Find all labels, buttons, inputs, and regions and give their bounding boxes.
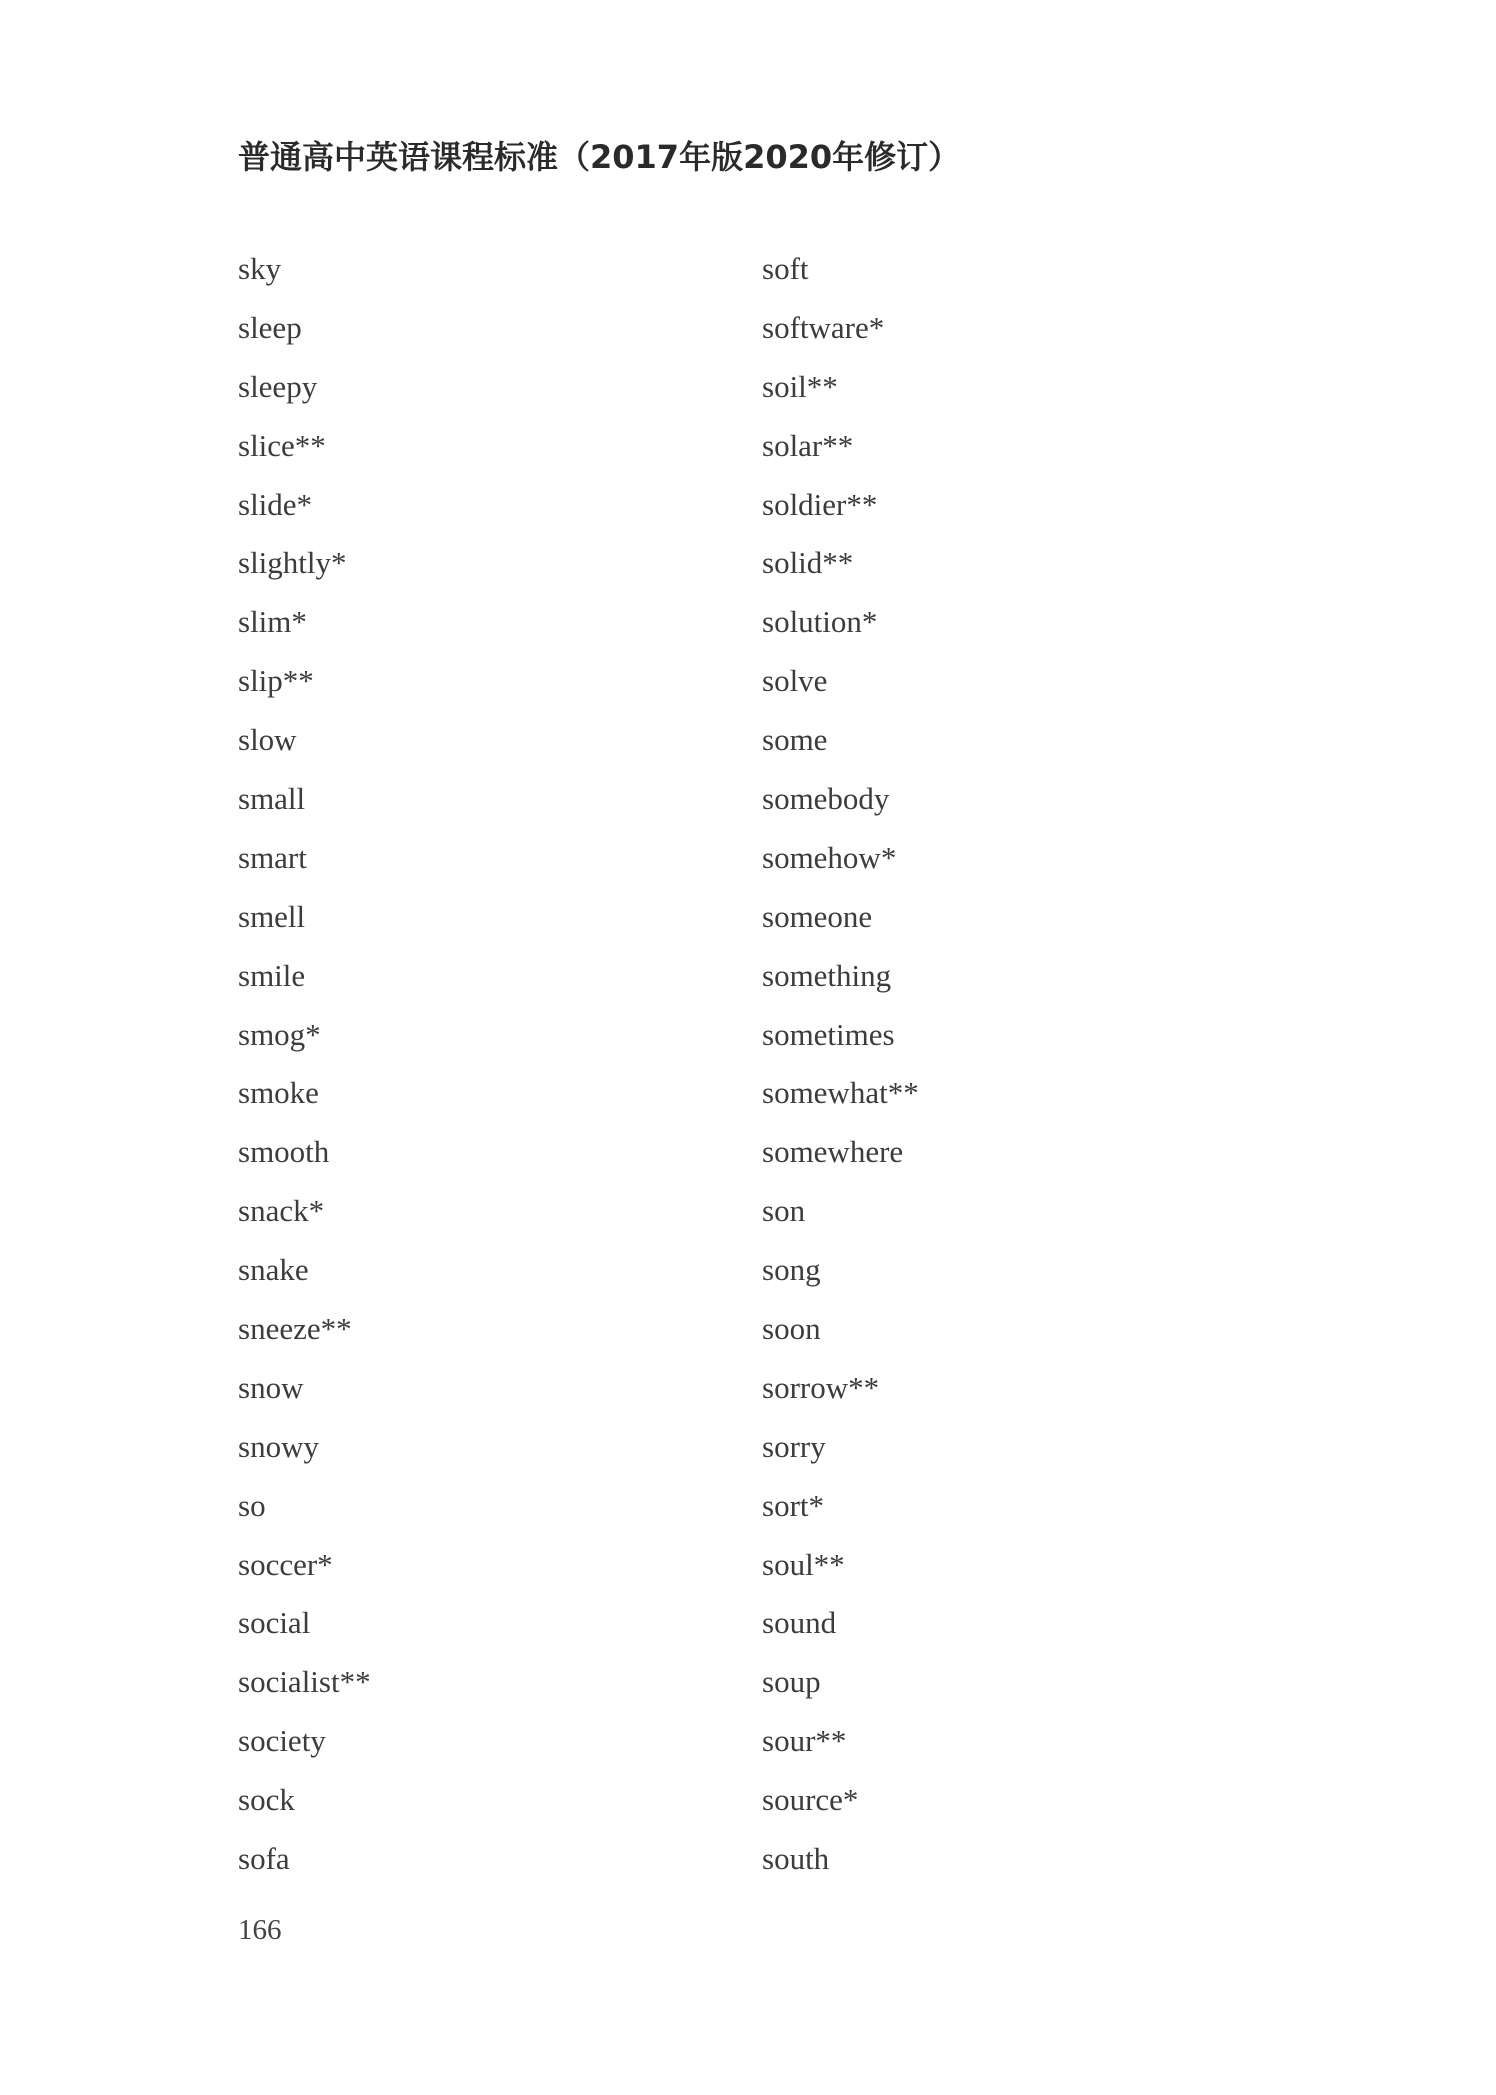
- word-entry: sort*: [762, 1487, 824, 1523]
- word-entry: somewhere: [762, 1134, 904, 1170]
- word-list-left-column: [238, 246, 371, 1895]
- word-entry: somewhat**: [762, 1075, 919, 1111]
- word-entry: solar**: [762, 427, 854, 463]
- word-entry: sorry: [762, 1428, 826, 1464]
- word-entry: socialist**: [238, 1664, 371, 1700]
- word-entry: sock: [238, 1782, 295, 1818]
- word-entry: society: [238, 1723, 326, 1759]
- word-entry: sometimes: [762, 1016, 895, 1052]
- page-number: 166: [238, 1914, 282, 1946]
- word-entry: sneeze**: [238, 1311, 352, 1347]
- word-entry: smog*: [238, 1016, 321, 1052]
- word-entry: sofa: [238, 1841, 290, 1877]
- word-entry: solve: [762, 663, 828, 699]
- word-entry: somebody: [762, 781, 890, 817]
- word-entry: smooth: [238, 1134, 330, 1170]
- word-entry: slide*: [238, 486, 313, 522]
- word-entry: snack*: [238, 1193, 325, 1229]
- word-entry: slice**: [238, 427, 326, 463]
- word-entry: slightly*: [238, 545, 347, 581]
- word-entry: snowy: [238, 1428, 319, 1464]
- word-entry: so: [238, 1487, 266, 1523]
- word-entry: soil**: [762, 368, 838, 404]
- word-entry: smell: [238, 898, 306, 934]
- word-entry: son: [762, 1193, 806, 1229]
- word-entry: sorrow**: [762, 1369, 880, 1405]
- word-entry: soup: [762, 1664, 821, 1700]
- word-entry: sound: [762, 1605, 837, 1641]
- word-entry: sleepy: [238, 368, 318, 404]
- word-entry: soon: [762, 1311, 821, 1347]
- word-entry: smart: [238, 839, 307, 875]
- word-entry: solution*: [762, 604, 878, 640]
- word-entry: somehow*: [762, 839, 897, 875]
- word-entry: snow: [238, 1369, 304, 1405]
- word-entry: soccer*: [238, 1546, 333, 1582]
- word-entry: source*: [762, 1782, 859, 1818]
- word-entry: south: [762, 1841, 830, 1877]
- word-entry: sky: [238, 251, 282, 286]
- word-entry: small: [238, 781, 306, 817]
- word-entry: slim*: [238, 604, 307, 640]
- word-list-right-column: [762, 246, 919, 1895]
- word-entry: soul**: [762, 1546, 845, 1582]
- running-head-title: 普通高中英语课程标准（2017年版2020年修订）: [238, 138, 961, 176]
- word-entry: something: [762, 957, 892, 993]
- word-entry: smile: [238, 957, 306, 993]
- word-entry: sleep: [238, 309, 302, 345]
- word-entry: slow: [238, 722, 297, 758]
- word-entry: solid**: [762, 545, 854, 581]
- word-entry: soft: [762, 251, 809, 286]
- word-entry: sour**: [762, 1723, 847, 1759]
- word-entry: soldier**: [762, 486, 878, 522]
- word-entry: some: [762, 722, 828, 758]
- word-entry: song: [762, 1252, 821, 1288]
- word-entry: slip**: [238, 663, 314, 699]
- word-entry: snake: [238, 1252, 309, 1288]
- word-entry: social: [238, 1605, 311, 1641]
- word-entry: software*: [762, 309, 885, 345]
- word-entry: smoke: [238, 1075, 319, 1111]
- word-entry: someone: [762, 898, 873, 934]
